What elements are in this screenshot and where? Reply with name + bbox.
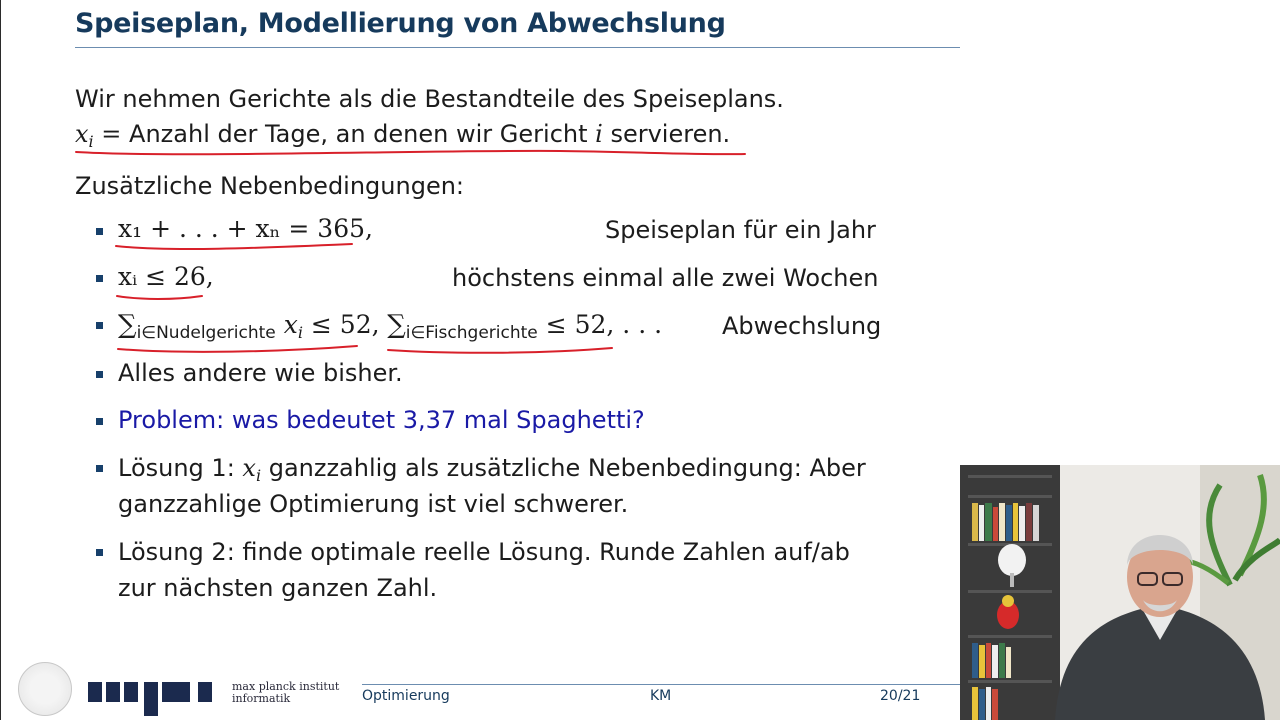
underline-sum-2 <box>388 348 612 353</box>
intro-i: i <box>595 120 603 148</box>
bullet-solution2-line1: Lösung 2: finde optimale reelle Lösung. Runde Zahlen auf/ab <box>118 538 850 566</box>
sum-symbol: ∑ <box>387 310 406 340</box>
underline-constraint-2 <box>117 296 202 299</box>
footer-page: 20/21 <box>880 688 921 704</box>
underline-sum-1 <box>118 346 357 352</box>
presenter-video <box>960 465 1280 720</box>
constraint-note-year: Speiseplan für ein Jahr <box>605 216 876 244</box>
bullet-problem: Problem: was bedeutet 3,37 mal Spaghetti? <box>118 406 645 434</box>
presenter-scene <box>960 465 1280 720</box>
bullet-marker <box>96 371 103 378</box>
solution1-var: $x_i$ <box>242 454 262 485</box>
bullet-solution1-line2: ganzzahlige Optimierung ist viel schwerer. <box>118 490 629 518</box>
mpi-logo-icon <box>88 680 228 718</box>
institute-line-2: informatik <box>232 692 291 705</box>
institute-line-1: max planck institut <box>232 680 340 693</box>
constraint-max: xᵢ ≤ 26, <box>118 262 214 291</box>
sum-symbol: ∑ <box>118 310 137 340</box>
bullet-solution1-line1 <box>118 454 866 485</box>
solution1-text: ganzzahlig als zusätzliche Nebenbedingung: Aber <box>261 454 866 482</box>
bullet-marker <box>96 465 103 472</box>
left-border <box>0 0 1 720</box>
constraint-variety <box>118 310 662 343</box>
sum2-rest: ≤ 52, . . . <box>537 310 663 339</box>
footer-section: Optimierung <box>362 688 450 704</box>
slide-title: Speiseplan, Modellierung von Abwechslung <box>75 8 726 39</box>
underline-intro <box>76 151 745 154</box>
bullet-marker <box>96 418 103 425</box>
sum1-sub: i∈Nudelgerichte <box>136 323 276 343</box>
sum1-rest: ≤ 52, <box>302 310 380 339</box>
constraint-sum-year: x₁ + . . . + xₙ = 365, <box>118 214 373 243</box>
constraint-note-variety: Abwechslung <box>722 312 882 340</box>
constraints-heading: Zusätzliche Nebenbedingungen: <box>75 172 465 200</box>
sum1-var: $x_i$ <box>275 310 303 342</box>
underline-constraint-1 <box>116 244 352 249</box>
bullet-marker <box>96 275 103 282</box>
title-rule <box>75 47 960 48</box>
sum2-sub: i∈Fischgerichte <box>405 323 538 343</box>
intro-line-1: Wir nehmen Gerichte als die Bestandteile des Speiseplans. <box>75 85 784 113</box>
bullet-marker <box>96 322 103 329</box>
constraint-note-max: höchstens einmal alle zwei Wochen <box>452 264 879 292</box>
footer-author: KM <box>650 688 672 704</box>
intro-var: x <box>75 120 89 148</box>
footer-rule <box>362 684 960 685</box>
intro-line-2 <box>75 120 730 151</box>
intro-eq: = <box>93 120 130 148</box>
intro-rest: Anzahl der Tage, an denen wir Gericht <box>129 120 596 148</box>
institute-name <box>232 681 339 705</box>
solution1-label: Lösung 1: <box>118 454 243 482</box>
bullet-rest: Alles andere wie bisher. <box>118 359 403 387</box>
bullet-marker <box>96 228 103 235</box>
bullet-solution2-line2: zur nächsten ganzen Zahl. <box>118 574 438 602</box>
mpg-seal-icon <box>18 662 72 716</box>
intro-end: servieren. <box>602 120 731 148</box>
bullet-marker <box>96 549 103 556</box>
intro-var-sub: i <box>88 132 94 151</box>
